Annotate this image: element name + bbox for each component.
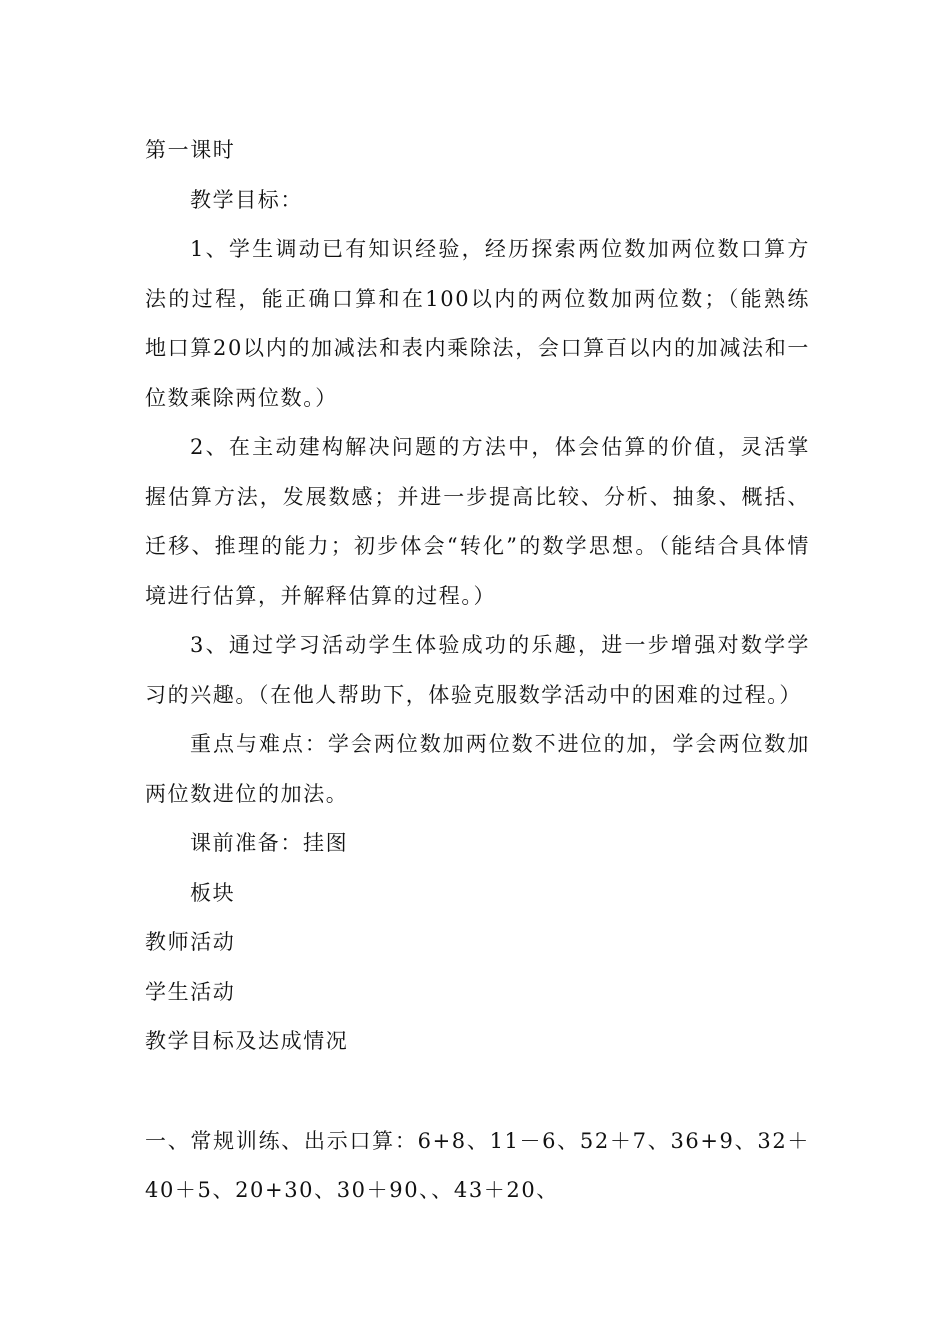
objective-1: 1、学生调动已有知识经验，经历探索两位数加两位数口算方法的过程，能正确口算和在100以内的两位数加两位数；（能熟练地口算20以内的加减法和表内乘除法，会口算百以内的加减法和一位数乘除两位数。）: [145, 237, 810, 410]
table-header-block: 板块: [190, 880, 236, 905]
section-spacer: [145, 1067, 810, 1117]
objectives-heading: 教学目标：: [190, 187, 303, 212]
key-points: 重点与难点：学会两位数加两位数不进位的加，学会两位数加两位数进位的加法。: [145, 732, 810, 806]
preparation: 课前准备：挂图: [190, 831, 349, 855]
table-header-student: 学生活动: [145, 979, 236, 1004]
objective-2: 2、在主动建构解决问题的方法中，体会估算的价值，灵活掌握估算方法，发展数感；并进一步提高比较、分析、抽象、概括、迁移、推理的能力；初步体会“转化”的数学思想。（能结合具体情境进行估算，并解释估算的过程。）: [145, 435, 810, 608]
objective-3: 3、通过学习活动学生体验成功的乐趣，进一步增强对数学学习的兴趣。（在他人帮助下，体验克服数学活动中的困难的过程。）: [145, 633, 810, 707]
document-body: [145, 126, 810, 1216]
lesson-title: 第一课时: [145, 138, 236, 162]
table-header-goals: 教学目标及达成情况: [145, 1029, 349, 1053]
routine-training: 一、常规训练、出示口算：6+8、11－6、52＋7、36+9、32＋40＋5、20+30、30＋90、、43＋20、: [145, 1128, 810, 1202]
table-header-teacher: 教师活动: [145, 930, 236, 954]
